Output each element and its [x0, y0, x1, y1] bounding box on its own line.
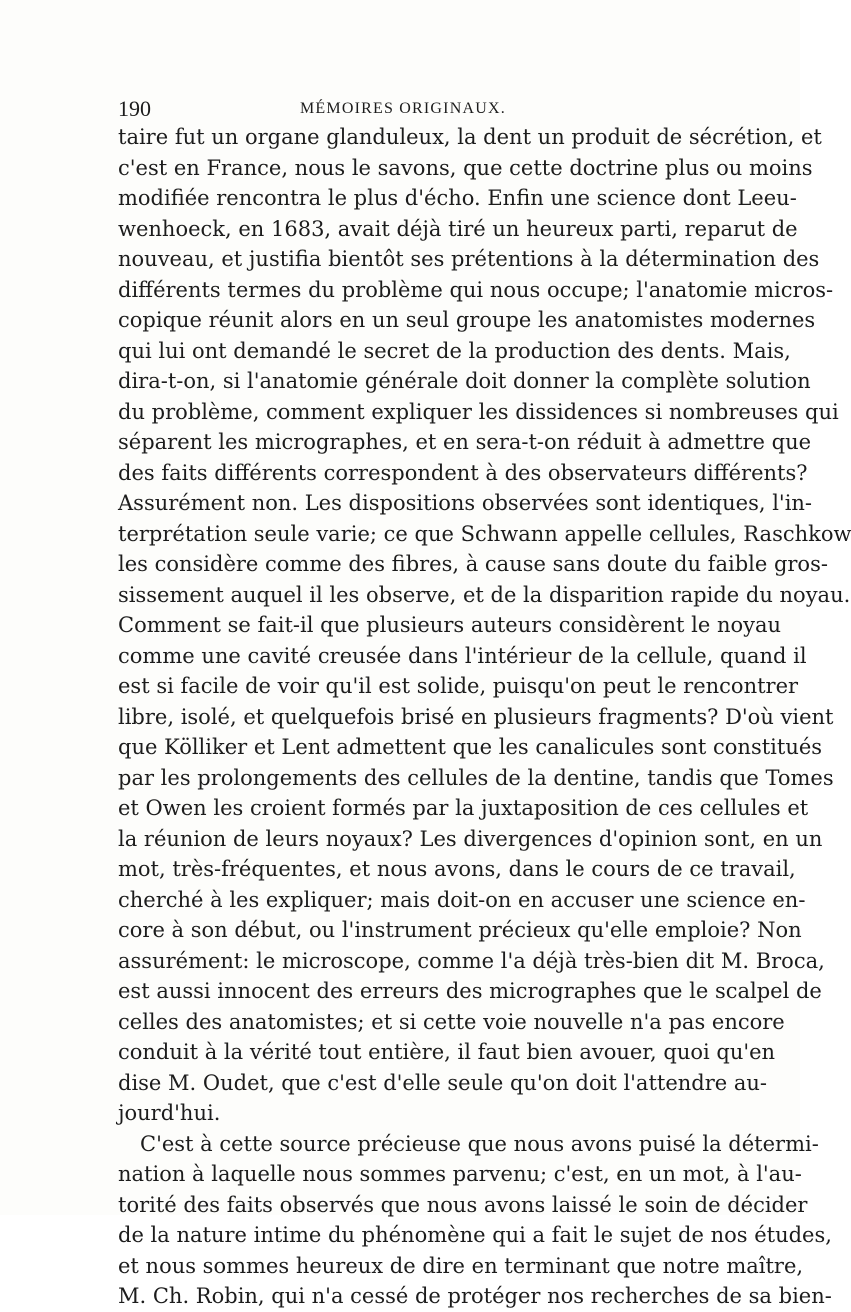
text-line: qui lui ont demandé le secret de la production des dents. Mais, — [118, 338, 791, 363]
text-line: sissement auquel il les observe, et de la disparition rapide du noyau. — [118, 582, 851, 607]
text-line: les considère comme des fibres, à cause sans doute du faible gros- — [118, 552, 828, 576]
text-line: par les prolongements des cellules de la dentine, tandis que Tomes — [118, 765, 834, 790]
text-line: c'est en France, nous le savons, que cette doctrine plus ou moins — [118, 155, 813, 180]
text-line: des faits différents correspondent à des observateurs différents? — [118, 460, 808, 485]
text-line: copique réunit alors en un seul groupe les anatomistes modernes — [118, 308, 816, 332]
text-line: est aussi innocent des erreurs des micrographes que le scalpel de — [118, 979, 822, 1003]
text-line: core à son début, ou l'instrument précieux qu'elle emploie? Non — [118, 918, 802, 942]
text-line: dise M. Oudet, que c'est d'elle seule qu'on doit l'attendre au- — [118, 1070, 768, 1095]
text-line: modifiée rencontra le plus d'écho. Enfin une science dont Leeu- — [118, 186, 797, 210]
text-line: torité des faits observés que nous avons laissé le soin de décider — [118, 1192, 808, 1217]
text-line: assurément: le microscope, comme l'a déjà très-bien dit M. Broca, — [118, 948, 825, 973]
text-line: Assurément non. Les dispositions observées sont identiques, l'in- — [118, 491, 813, 515]
text-line: séparent les micrographes, et en sera-t-on réduit à admettre que — [118, 430, 812, 454]
text-line: et nous sommes heureux de dire en terminant que notre maître, — [118, 1253, 804, 1278]
text-line: comme une cavité creusée dans l'intérieur de la cellule, quand il — [118, 643, 807, 668]
page-header — [118, 96, 688, 122]
body-text — [118, 122, 851, 1312]
page-number: 190 — [118, 96, 151, 121]
text-line: et Owen les croient formés par la juxtaposition de ces cellules et — [118, 796, 809, 820]
text-line: du problème, comment expliquer les dissidences si nombreuses qui — [118, 399, 839, 424]
text-line: conduit à la vérité tout entière, il faut bien avouer, quoi qu'en — [118, 1040, 776, 1064]
text-line: nouveau, et justifia bientôt ses prétentions à la détermination des — [118, 247, 820, 271]
text-line: que Kölliker et Lent admettent que les canalicules sont constitués — [118, 735, 823, 759]
text-line: M. Ch. Robin, qui n'a cessé de protéger nos recherches de sa bien- — [118, 1284, 832, 1308]
text-line: nation à laquelle nous sommes parvenu; c'est, en un mot, à l'au- — [118, 1162, 802, 1186]
text-line: la réunion de leurs noyaux? Les divergences d'opinion sont, en un — [118, 826, 823, 851]
paragraph-end-line: jourd'hui. — [118, 1101, 221, 1125]
text-line: Comment se fait-il que plusieurs auteurs considèrent le noyau — [118, 613, 782, 637]
text-line: de la nature intime du phénomène qui a fait le sujet de nos études, — [118, 1223, 832, 1247]
paragraph-start-line: C'est à cette source précieuse que nous avons puisé la détermi- — [140, 1131, 819, 1156]
text-line: wenhoeck, en 1683, avait déjà tiré un heureux parti, reparut de — [118, 216, 798, 241]
text-line: dira-t-on, si l'anatomie générale doit donner la complète solution — [118, 369, 811, 393]
text-line: taire fut un organe glanduleux, la dent un produit de sécrétion, et — [118, 125, 822, 149]
text-line: est si facile de voir qu'il est solide, puisqu'on peut le rencontrer — [118, 674, 799, 698]
text-line: cherché à les expliquer; mais doit-on en accuser une science en- — [118, 887, 806, 912]
text-line: terprétation seule varie; ce que Schwann appelle cellules, Raschkow — [118, 521, 851, 546]
running-title: MÉMOIRES ORIGINAUX. — [300, 100, 506, 117]
text-line: différents termes du problème qui nous occupe; l'anatomie micros- — [118, 277, 834, 302]
text-line: celles des anatomistes; et si cette voie nouvelle n'a pas encore — [118, 1009, 785, 1034]
text-line: mot, très-fréquentes, et nous avons, dans le cours de ce travail, — [118, 857, 796, 881]
text-line: libre, isolé, et quelquefois brisé en plusieurs fragments? D'où vient — [118, 704, 834, 729]
